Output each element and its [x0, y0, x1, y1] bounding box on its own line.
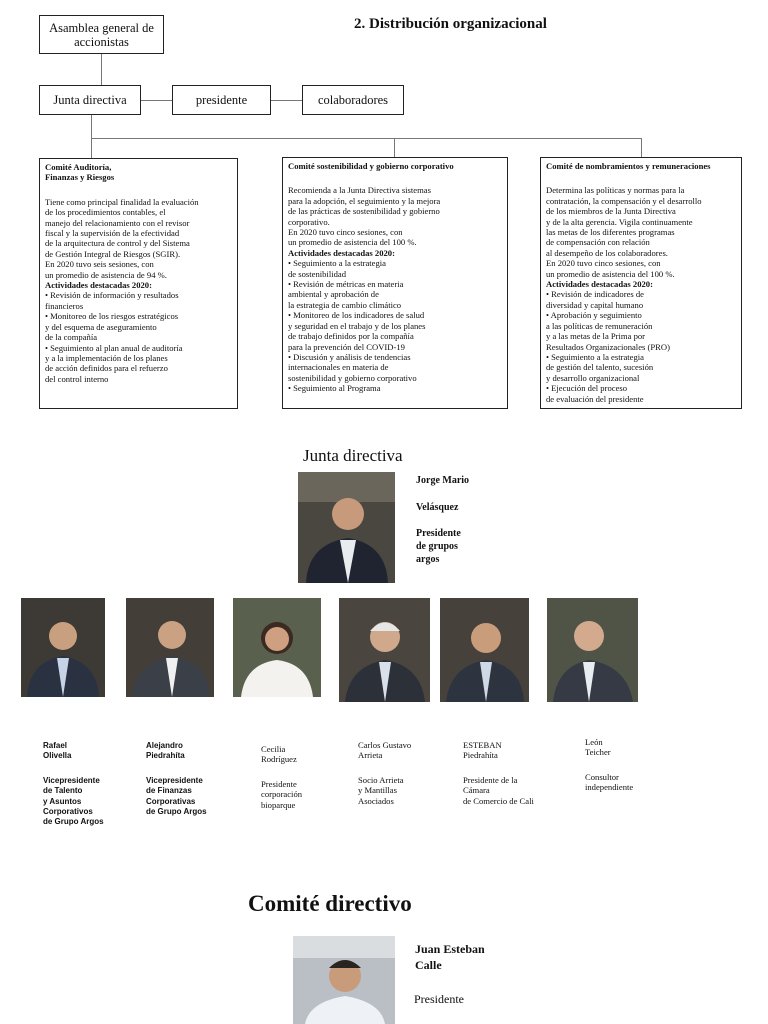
activities-label: Actividades destacadas 2020:	[546, 279, 653, 290]
member-card	[146, 741, 236, 817]
member-photo	[21, 598, 105, 697]
portrait-photo	[293, 936, 395, 1024]
activities-list: • Revisión de indicadores de diversidad y capital humano • Aprobación y seguimiento a las políticas de remuneración y a las metas de la Prima por Resultados Organizacionales (PRO) • Seguimiento a la estrategia de gestión del talento, sucesión y desarrollo organizacional • Ejecución del proceso de evaluación del presidente	[546, 289, 670, 404]
member-photo	[126, 598, 214, 697]
activities-list: • Seguimiento a la estrategia de sostenibilidad • Revisión de métricas en materia ambiental y aprobación de la estrategia de cambio climático • Monitoreo de los indicadores de salud y seguridad en el trabajo y de los planes de trabajo definidos por la compañía para la prevención del COVID-19 • Discusión y análisis de tendencias internacionales en materia de sostenibilidad y gobierno corporativo • Seguimiento al Programa	[288, 258, 426, 394]
board-box	[39, 85, 141, 115]
board-lead-role: Presidente de grupos argos	[416, 528, 461, 565]
section-heading: 2. Distribución organizacional	[354, 16, 547, 32]
member-photo	[339, 598, 430, 702]
collaborators-label: colaboradores	[317, 93, 389, 107]
board-lead-first-name: Jorge Mario	[416, 475, 470, 486]
member-role: Vicepresidente de Finanzas Corporativas de Grupo Argos	[146, 775, 207, 817]
member-card	[585, 737, 675, 793]
member-role: Vicepresidente de Talento y Asuntos Corporativos de Grupo Argos	[43, 775, 104, 827]
president-label: presidente	[195, 93, 248, 107]
member-card	[43, 741, 128, 828]
board-section-title: Junta directiva	[303, 446, 403, 465]
executive-lead-role: Presidente	[414, 992, 464, 1006]
assembly-label: Asamblea general de accionistas	[49, 20, 154, 49]
member-role: Socio Arrieta y Mantillas Asociados	[358, 774, 404, 806]
committee-sustainability	[282, 157, 508, 409]
member-name: León Teicher	[585, 737, 611, 758]
connector-line	[91, 138, 642, 139]
president-box	[172, 85, 271, 115]
committee-description: Tiene como principal finalidad la evaluación de los procedimientos contables, el manejo del relacionamiento con el revisor fiscal y la supervisión de la efectividad de la arquitectura de control y del Sistema de Gestión Integral de Riesgos (SGIR). En 2020 tuvo seis sesiones, con un promedio de asistencia de 94 %.	[45, 196, 199, 280]
collaborators-box	[302, 85, 404, 115]
member-name: ESTEBAN Piedrahíta	[463, 740, 502, 761]
member-card	[261, 744, 351, 810]
committee-description: Determina las políticas y normas para la contratación, la compensación y el desarrollo de los miembros de la Junta Directiva y de la alta gerencia. Vigila continuamente las metas de los diferentes programas de compensación con relación al desempeño de los colaboradores. En 2020 tuvo cinco sesiones, con un promedio de asistencia del 100 %.	[546, 185, 702, 279]
member-photo	[233, 598, 321, 697]
board-label: Junta directiva	[53, 93, 127, 107]
activities-label: Actividades destacadas 2020:	[45, 280, 152, 291]
board-lead-last-name: Velásquez	[416, 502, 459, 513]
member-card	[358, 740, 453, 806]
connector-line	[91, 115, 92, 158]
member-card	[463, 740, 563, 806]
member-role: Consultor independiente	[585, 771, 634, 793]
member-name: Cecilia Rodríguez	[261, 744, 297, 765]
committee-description: Recomienda a la Junta Directiva sistemas para la adopción, el seguimiento y la mejora de las prácticas de sostenibilidad y gobierno corporativo. En 2020 tuvo cinco sesiones, con un promedio de asistencia del 100 %.	[288, 185, 441, 248]
connector-line	[101, 54, 102, 85]
committee-title: Comité sostenibilidad y gobierno corporativo	[288, 161, 454, 171]
portrait-photo	[298, 472, 395, 583]
assembly-box	[39, 15, 164, 54]
member-name: Rafael Olivella	[43, 741, 72, 761]
committee-audit	[39, 158, 238, 409]
connector-line	[641, 138, 642, 157]
committee-title: Comité Auditoría, Finanzas y Riesgos	[45, 162, 115, 183]
member-role: Presidente de la Cámara de Comercio de Cali	[463, 774, 534, 806]
connector-line	[271, 100, 302, 101]
member-name: Alejandro Piedrahíta	[146, 741, 185, 761]
member-name: Carlos Gustavo Arrieta	[358, 740, 412, 761]
committee-appointments	[540, 157, 742, 409]
executive-lead-name: Juan Esteban Calle	[415, 942, 485, 972]
connector-line	[394, 138, 395, 157]
member-photo	[547, 598, 638, 702]
member-role: Presidente corporación bioparque	[261, 778, 303, 810]
committee-title: Comité de nombramientos y remuneraciones	[546, 161, 711, 171]
executive-section-title: Comité directivo	[248, 891, 412, 916]
connector-line	[141, 100, 172, 101]
activities-list: • Revisión de información y resultados financieros • Monitoreo de los riesgos estratégicos y del esquema de aseguramiento de la compañía • Seguimiento al plan anual de auditoría y a la implementación de los planes de acción definidos para el refuerzo del control interno	[45, 290, 183, 384]
member-photo	[440, 598, 529, 702]
activities-label: Actividades destacadas 2020:	[288, 247, 395, 258]
